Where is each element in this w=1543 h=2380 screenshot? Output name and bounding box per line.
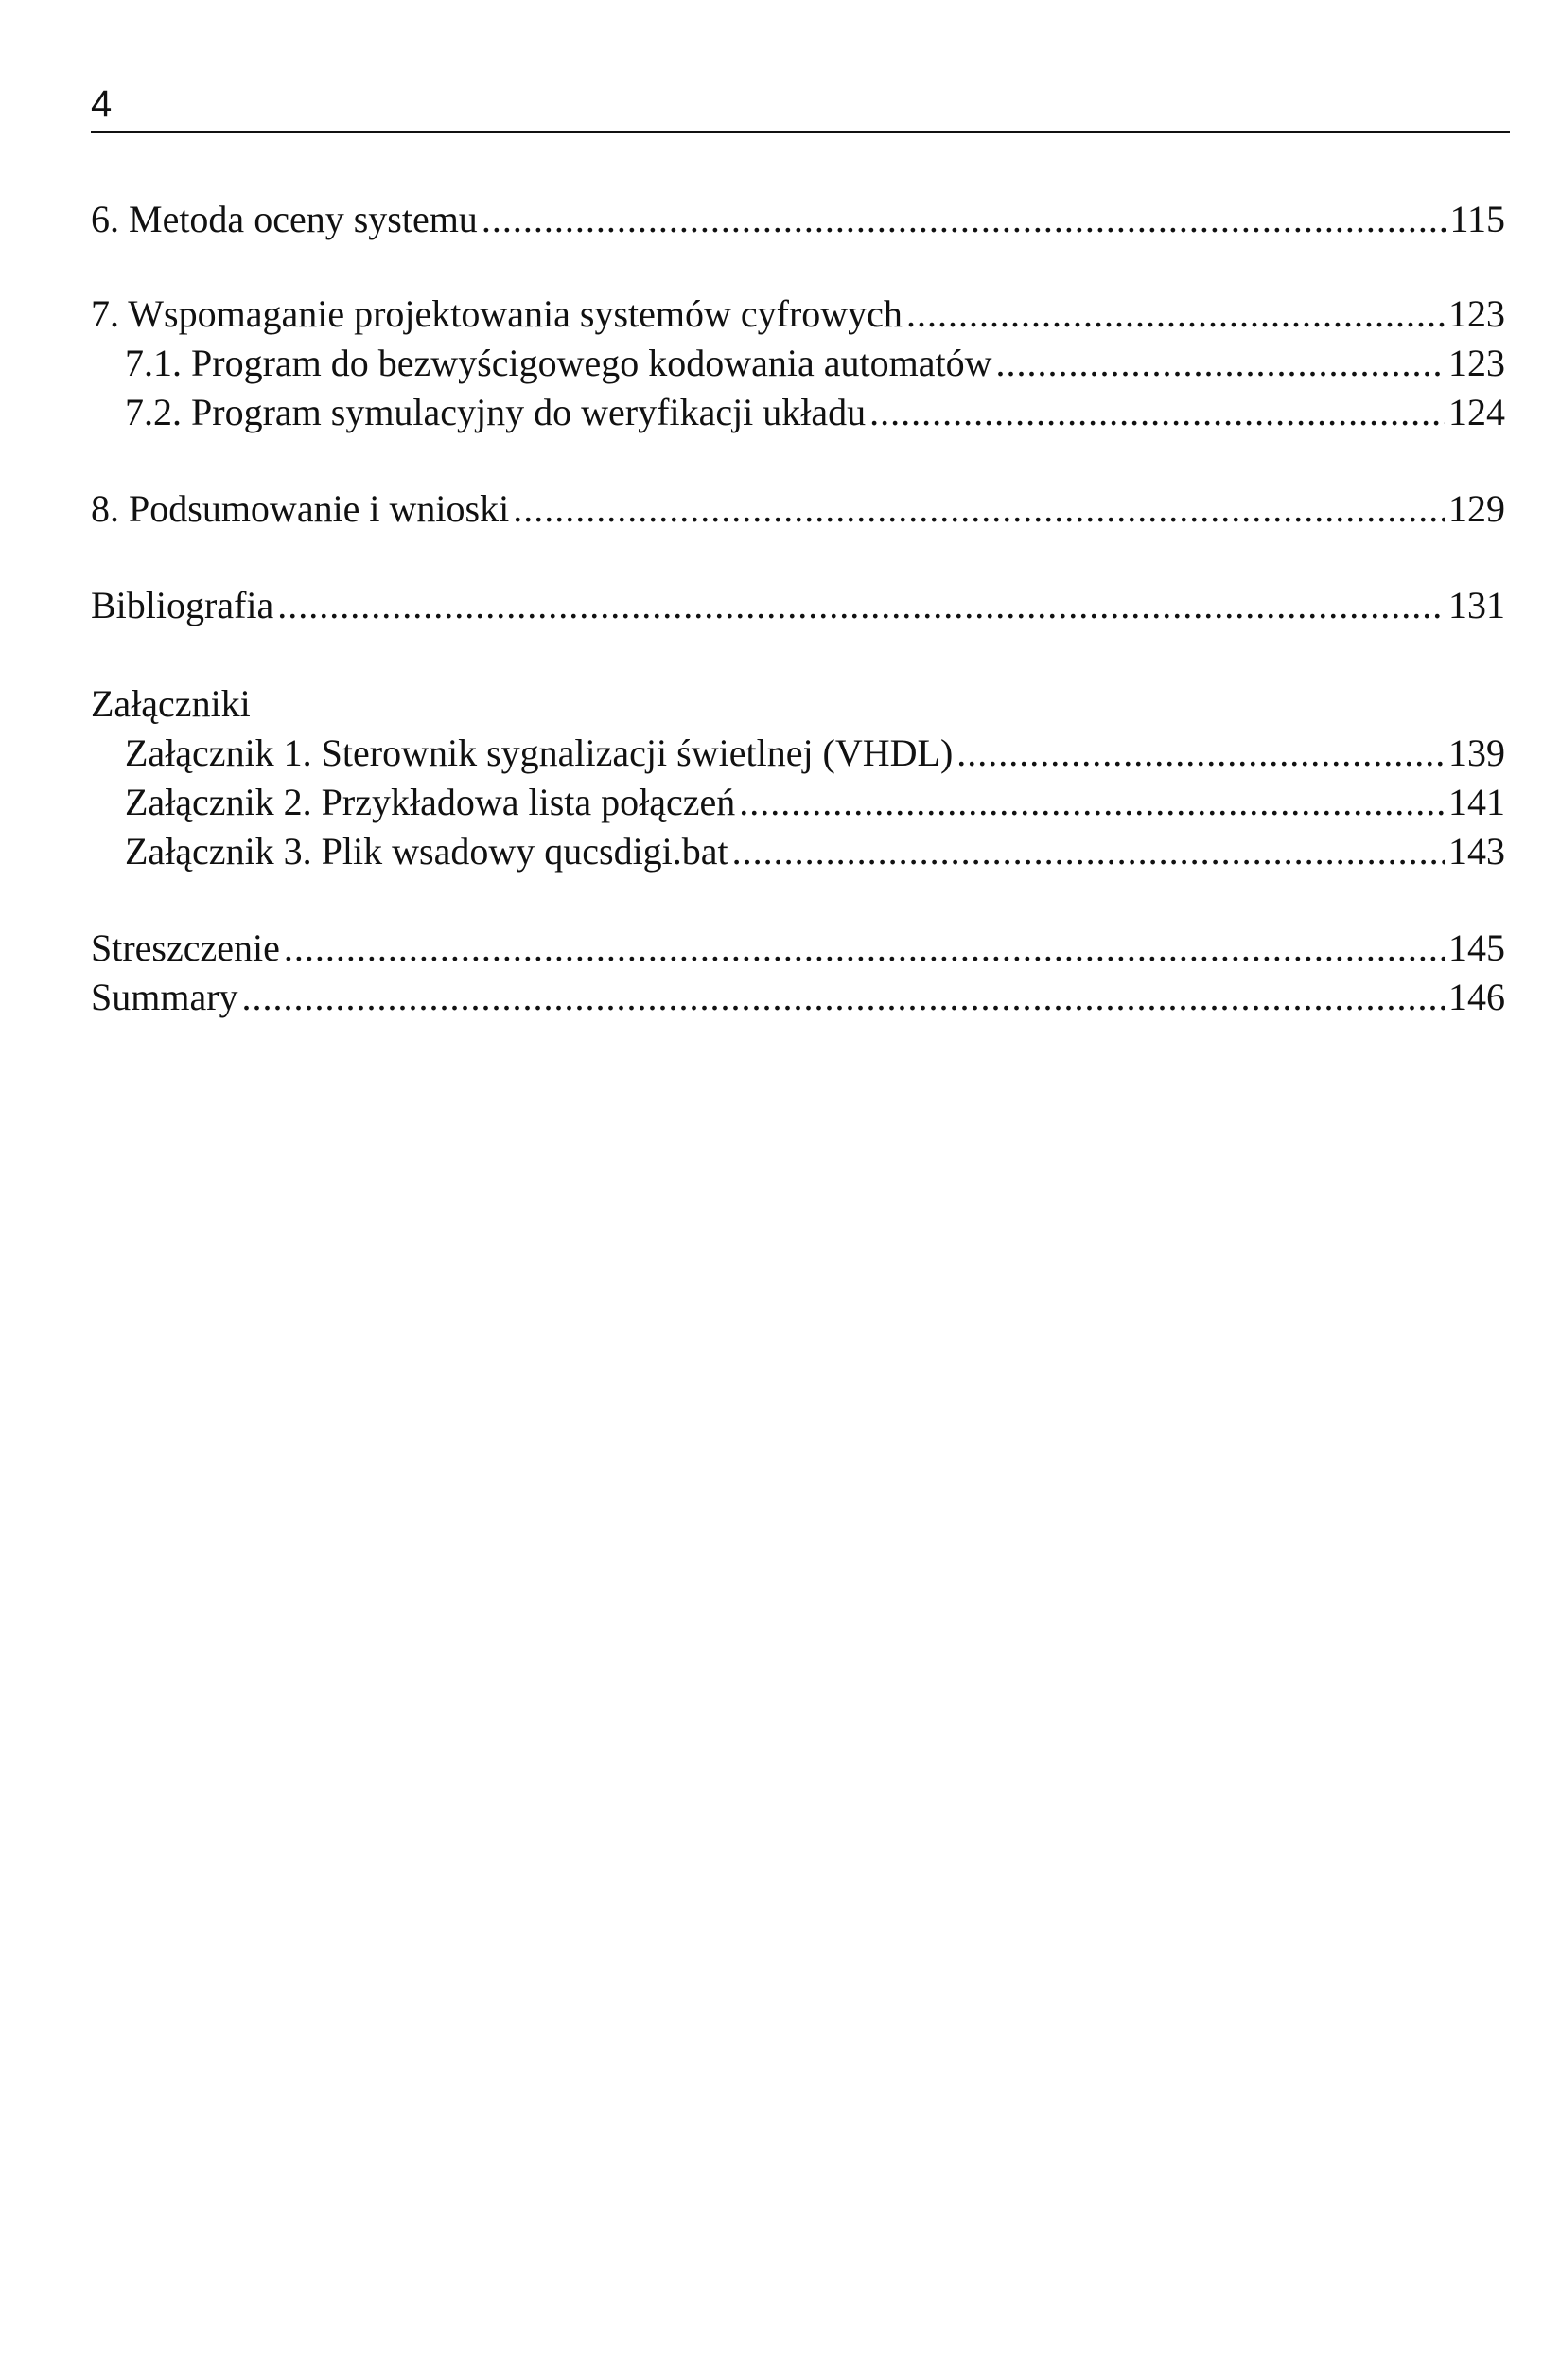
toc-entry-title: Summary (91, 976, 238, 1018)
toc-entry-title: 7.1. Program do bezwyścigowego kodowania automatów (125, 342, 992, 384)
toc-entry-page: 124 (1448, 391, 1505, 433)
toc-entry-title: 6. Metoda oceny systemu (91, 198, 478, 240)
dot-leader (513, 485, 1445, 534)
toc-entry-title: Załącznik 2. Przykładowa lista połączeń (125, 781, 736, 823)
toc-entry-6[interactable] (91, 195, 1505, 244)
toc-entry-title: Bibliografia (91, 584, 274, 626)
dot-leader (482, 195, 1447, 244)
toc-entry-title: Załącznik 3. Plik wsadowy qucsdigi.bat (125, 830, 728, 873)
toc-entry-title: 7. Wspomaganie projektowania systemów cyfrowych (91, 292, 903, 335)
dot-leader (869, 388, 1445, 437)
toc-entry-streszczenie[interactable] (91, 924, 1505, 973)
toc-entry-page: 131 (1448, 584, 1505, 626)
toc-entry-zalacznik-3[interactable] (125, 827, 1505, 876)
section-heading-zalaczniki: Załączniki (91, 682, 251, 725)
toc-entry-zalacznik-2[interactable] (125, 778, 1505, 827)
toc-entry-title: 7.2. Program symulacyjny do weryfikacji układu (125, 391, 867, 433)
page-number: 4 (91, 83, 113, 125)
toc-entry-page: 123 (1448, 292, 1505, 335)
toc-entry-bibliografia[interactable] (91, 581, 1505, 630)
toc-entry-summary[interactable] (91, 973, 1505, 1022)
toc-entry-zalacznik-1[interactable] (125, 729, 1505, 778)
toc-entry-title: Streszczenie (91, 926, 280, 969)
toc-entry-page: 145 (1448, 926, 1505, 969)
toc-entry-7-1[interactable] (125, 339, 1505, 388)
header-rule (91, 131, 1510, 133)
dot-leader (284, 924, 1445, 973)
toc-entry-page: 139 (1448, 732, 1505, 774)
dot-leader (242, 973, 1445, 1022)
toc-entry-8[interactable] (91, 485, 1505, 534)
dot-leader (739, 778, 1445, 827)
toc-entry-page: 115 (1449, 198, 1505, 240)
toc-entry-title: Załącznik 1. Sterownik sygnalizacji świetlnej (VHDL) (125, 732, 954, 774)
toc-entry-7-2[interactable] (125, 388, 1505, 437)
dot-leader (732, 827, 1445, 876)
dot-leader (277, 581, 1445, 630)
toc-entry-page: 143 (1448, 830, 1505, 873)
toc-entry-page: 146 (1448, 976, 1505, 1018)
dot-leader (995, 339, 1445, 388)
toc-entry-7[interactable] (91, 290, 1505, 339)
toc-entry-title: 8. Podsumowanie i wnioski (91, 487, 510, 530)
toc-entry-page: 129 (1448, 487, 1505, 530)
dot-leader (956, 729, 1445, 778)
toc-entry-page: 141 (1448, 781, 1505, 823)
dot-leader (906, 290, 1445, 339)
toc-entry-page: 123 (1448, 342, 1505, 384)
